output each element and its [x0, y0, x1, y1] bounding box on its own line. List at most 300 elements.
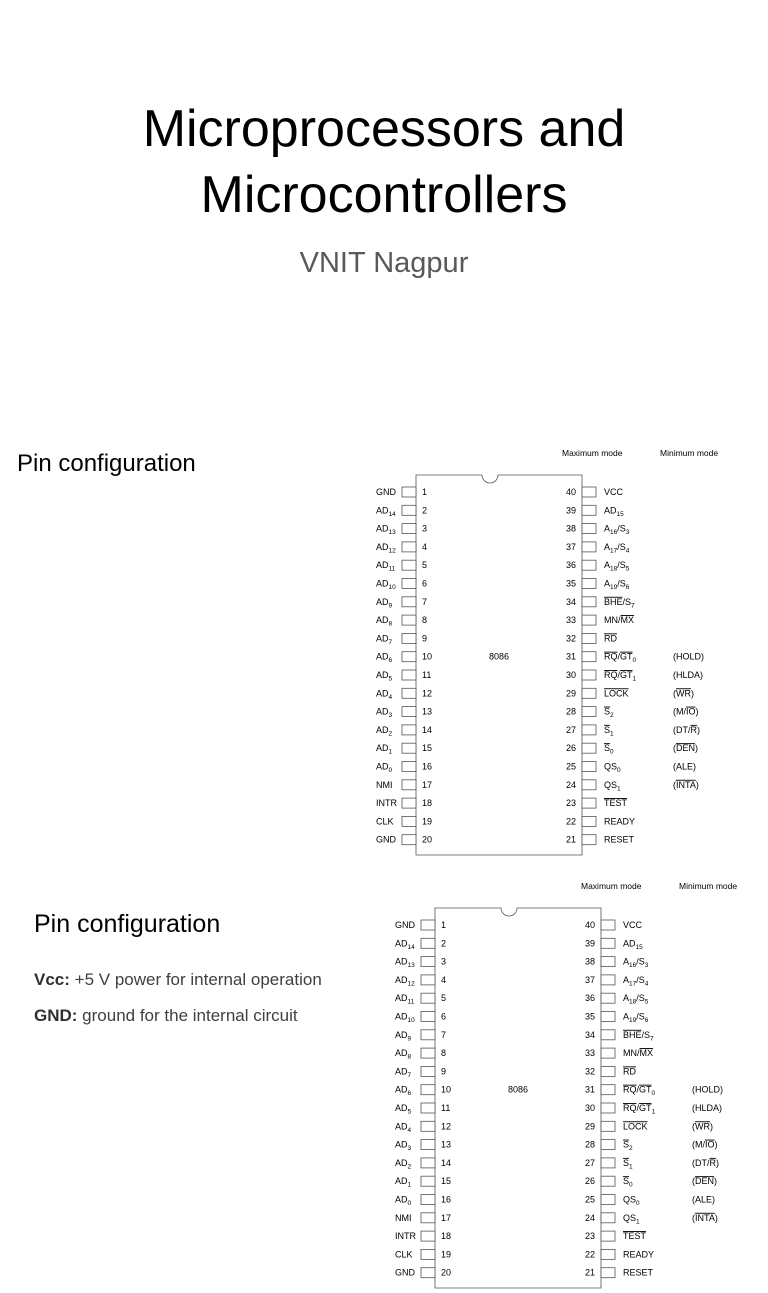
pin-label-base: AD: [395, 1011, 408, 1022]
pin-description: ground for the internal circuit: [77, 1006, 298, 1025]
pin-label-sub: 5: [388, 675, 393, 683]
pin-label-base: AD: [376, 633, 389, 644]
pin-box: [582, 505, 596, 515]
pin-label-sub: 13: [407, 962, 415, 970]
pin-number: 11: [422, 670, 432, 680]
pin-number: 2: [422, 505, 428, 516]
pin-label-part: 1: [632, 675, 637, 683]
min-mode-header: Minimum mode: [660, 448, 719, 458]
pin-label-sub: 0: [388, 767, 393, 774]
pin-number: 33: [584, 1048, 595, 1059]
min-mode-label: [673, 780, 699, 790]
pin-box: [421, 1158, 435, 1168]
pin-label: [395, 975, 415, 988]
pin-label-base: AD: [376, 743, 389, 754]
pin-number: 11: [441, 1103, 451, 1113]
min-mode-label: [673, 762, 696, 772]
pin-label-sub: 5: [407, 1108, 412, 1116]
pin-label-sub: 9: [388, 602, 393, 610]
pin-label-part: A: [604, 541, 611, 552]
min-mode-label: [673, 652, 704, 662]
pin-box: [402, 579, 416, 589]
pin-label-part: MN/: [604, 615, 621, 626]
pin-box: [421, 1103, 435, 1113]
pin-box: [601, 1048, 615, 1058]
pin-label: [376, 688, 393, 701]
pin-label-sub: 9: [407, 1035, 412, 1043]
pin-box: [601, 993, 615, 1003]
pin-label: [604, 560, 630, 573]
pin-label: [395, 1103, 412, 1116]
pin-number: 10: [422, 651, 433, 662]
slide-title: [0, 96, 768, 228]
pin-number: 38: [584, 956, 595, 967]
pin-box: [421, 938, 435, 948]
pin-label: [623, 1140, 633, 1153]
pin-label-part: QS: [623, 1212, 637, 1223]
pin-label-part: 6: [625, 584, 630, 591]
pin-label-part: A: [604, 560, 611, 571]
pin-number: 34: [584, 1029, 595, 1040]
pin-box: [582, 633, 596, 643]
pin-box: [582, 560, 596, 570]
pin-label-sub: 4: [388, 693, 393, 701]
pin-label: [623, 1066, 636, 1076]
pin-number: 24: [565, 779, 576, 790]
pin-label-part: ): [691, 688, 694, 699]
pin-label-base: AD: [376, 615, 389, 626]
pin-box: [601, 1140, 615, 1150]
pin-label: [395, 938, 415, 951]
pin-label-base: INTR: [376, 798, 397, 809]
pin-label-part: 0: [629, 1181, 633, 1189]
pin-label: [395, 1140, 412, 1153]
pin-label-part: IO: [705, 1139, 715, 1150]
pin-label: [376, 652, 393, 665]
pin-box: [402, 835, 416, 845]
pin-box: [402, 780, 416, 790]
pin-label-part: TEST: [623, 1231, 647, 1242]
pin-box: [582, 579, 596, 589]
pin-label-base: GND: [395, 1267, 415, 1278]
pin-number: 14: [441, 1157, 452, 1168]
pin-label-part: 18: [629, 998, 637, 1006]
pin-box: [402, 670, 416, 680]
pin-label: [623, 957, 649, 970]
pin-number: 16: [422, 761, 433, 772]
pin-label-part: RQ: [604, 651, 618, 662]
pin-label: [623, 1249, 654, 1259]
pin-number: 4: [441, 974, 447, 985]
pin-label-sub: 6: [388, 657, 393, 665]
pin-label-part: 4: [625, 547, 630, 555]
pin-label-part: /S: [617, 578, 626, 589]
pin-label: [623, 1012, 649, 1025]
pin-label-sub: 2: [407, 1163, 412, 1171]
slide-subtitle: VNIT Nagpur: [299, 247, 469, 279]
pin-label-part: GT: [620, 670, 633, 680]
pin-box: [421, 1048, 435, 1058]
pin-label: [376, 615, 393, 628]
min-mode-label: [673, 743, 698, 753]
pin-label: [604, 542, 630, 555]
pin-label-base: AD: [395, 1084, 408, 1095]
pin-label-part: GT: [639, 1103, 652, 1113]
pin-box: [421, 1176, 435, 1186]
pin-label-part: ): [695, 779, 699, 790]
pin-label-base: AD: [395, 974, 408, 985]
pin-label-sub: 11: [388, 565, 396, 573]
pin-label: [395, 1121, 412, 1134]
pin-label-part: 17: [610, 547, 618, 555]
pin-label-base: NMI: [376, 779, 393, 790]
pin-label: [604, 707, 614, 720]
pin-label: [376, 579, 396, 592]
pin-number: 15: [422, 743, 433, 754]
pin-label-base: CLK: [376, 816, 394, 827]
pin-label: [623, 938, 643, 951]
pin-label-base: AD: [395, 1121, 408, 1132]
pin-number: 30: [565, 670, 576, 680]
pin-number: 6: [422, 578, 428, 589]
pin-label-base: AD: [395, 1029, 408, 1040]
pin-number: 12: [422, 688, 433, 699]
pin-label-part: 1: [610, 730, 614, 738]
pin-number: 19: [422, 816, 433, 827]
pin-number: 1: [441, 920, 447, 930]
pin-number: 21: [565, 834, 576, 845]
min-mode-label: [692, 1140, 718, 1150]
pin-label-part: GT: [620, 651, 633, 662]
pin-label-part: 1: [629, 1163, 633, 1171]
pin-label-part: (: [673, 688, 676, 699]
pin-box: [402, 798, 416, 808]
pin-box: [582, 670, 596, 680]
pin-label-part: RQ: [604, 670, 618, 680]
max-mode-header: Maximum mode: [562, 448, 623, 458]
pin-number: 32: [565, 633, 576, 644]
pin-label-part: ): [695, 706, 699, 717]
pin-label-part: MN/: [623, 1048, 640, 1059]
pin-label-sub: 12: [388, 547, 396, 555]
pin-box: [421, 920, 435, 930]
pin-label-part: QS: [604, 761, 618, 772]
pin-label-base: AD: [395, 1103, 408, 1113]
pin-label-part: 7: [631, 602, 635, 610]
pin-number: 9: [422, 633, 428, 644]
pin-label-part: ): [714, 1176, 718, 1187]
pin-label: [623, 1158, 633, 1171]
pin-label-part: QS: [604, 779, 618, 790]
pin-description: +5 V power for internal operation: [69, 970, 322, 989]
pin-box: [601, 1268, 615, 1278]
pin-label-base: AD: [376, 651, 389, 662]
pin-number: 40: [565, 487, 576, 497]
pin-label: [395, 1158, 412, 1171]
pin-label-part: DEN: [676, 743, 696, 754]
pin-label: [604, 524, 630, 537]
pin-box: [402, 542, 416, 552]
pin-label-base: AD: [376, 670, 389, 680]
pin-label-part: /S: [622, 596, 632, 607]
pin-label-part: (DT/: [692, 1157, 710, 1168]
pin-number: 3: [441, 956, 447, 967]
pin-number: 17: [441, 1212, 452, 1223]
pin-label-part: A: [623, 1011, 630, 1022]
pin-label-part: /S: [636, 993, 645, 1004]
pin-label-sub: 12: [407, 980, 415, 988]
pin-label-part: (ALE): [692, 1194, 716, 1205]
min-mode-label: [692, 1085, 723, 1095]
title-slide: [0, 0, 768, 410]
pin-label-part: S: [604, 743, 611, 754]
pin-label: [623, 1103, 656, 1116]
pin-label-part: 19: [629, 1017, 637, 1024]
pin-label: [395, 1030, 412, 1043]
pin-box: [582, 597, 596, 607]
min-mode-label: [692, 1121, 713, 1131]
pin-label-part: 0: [636, 1200, 640, 1207]
pin-label: [376, 542, 396, 555]
pin-label-part: /S: [617, 523, 626, 534]
pin-label-part: 5: [644, 998, 649, 1006]
pin-number: 37: [565, 541, 576, 552]
pin-label: [376, 780, 393, 790]
max-mode-header: Maximum mode: [581, 881, 642, 891]
pin-label: [604, 505, 624, 518]
pin-label-part: /S: [617, 560, 626, 571]
pin-box: [402, 487, 416, 497]
pin-label-base: AD: [395, 1157, 408, 1168]
pin-label: [395, 1012, 415, 1025]
pin-box: [402, 762, 416, 772]
pin-box: [402, 615, 416, 625]
pin-box: [402, 524, 416, 534]
pin-label: [395, 957, 415, 970]
pin-label-part: /S: [641, 1029, 651, 1040]
pin-label: [623, 975, 649, 988]
pin-box: [582, 725, 596, 735]
pin-label-part: 1: [651, 1108, 656, 1116]
pin-box: [421, 1085, 435, 1095]
pin-label-part: LOCK: [604, 688, 629, 699]
pin-label: [604, 688, 629, 698]
pin-label-part: (M/: [673, 706, 686, 717]
pin-label: [395, 1195, 412, 1208]
pin-number: 39: [565, 505, 576, 516]
pin-number: 34: [565, 596, 576, 607]
pin-box: [402, 707, 416, 717]
pin-label-sub: 8: [407, 1053, 412, 1061]
pin-diagram: [385, 878, 755, 1293]
pin-label: [376, 505, 396, 518]
pin-box: [601, 1176, 615, 1186]
pin-box: [402, 633, 416, 643]
pin-number: 18: [441, 1231, 452, 1242]
pin-label: [395, 1231, 416, 1241]
pin-label-part: 6: [644, 1017, 649, 1024]
pin-number: 21: [584, 1267, 595, 1278]
pin-label-part: A: [604, 578, 611, 589]
pin-number: 23: [565, 798, 576, 809]
pin-label: [395, 1066, 412, 1079]
pin-label-part: VCC: [623, 920, 643, 930]
pin-label-part: /S: [636, 974, 645, 985]
pin-label-part: 15: [635, 943, 643, 951]
pin-label-part: 0: [651, 1090, 656, 1098]
pin-number: 2: [441, 938, 447, 949]
pin-label: [604, 597, 635, 610]
pin-label-part: MX: [620, 615, 634, 626]
pin-label: [376, 835, 397, 845]
pin-number: 25: [565, 761, 576, 772]
pin-label-part: BHE: [623, 1029, 642, 1040]
pin-label-part: (HLDA): [673, 670, 704, 680]
pin-number: 22: [565, 816, 576, 827]
pin-label-part: WR: [695, 1121, 710, 1132]
slide-heading: Pin configuration: [34, 910, 221, 938]
pin-label: [623, 1176, 633, 1189]
pin-label-sub: 10: [407, 1017, 415, 1024]
pin-label: [623, 1268, 654, 1278]
list-item: [34, 970, 374, 990]
pin-label-sub: 4: [407, 1126, 412, 1134]
pin-box: [421, 957, 435, 967]
min-mode-label: [692, 1103, 722, 1113]
pin-number: 16: [441, 1194, 452, 1205]
pin-label-part: READY: [623, 1249, 655, 1260]
pin-label: [395, 993, 415, 1006]
pin-diagram: [366, 445, 736, 860]
pin-box: [582, 688, 596, 698]
pin-label-part: R: [690, 724, 697, 735]
pin-label-base: AD: [395, 1176, 408, 1187]
pin-label-part: 0: [632, 657, 637, 665]
pin-label: [623, 1085, 656, 1098]
pin-box: [582, 835, 596, 845]
min-mode-label: [692, 1195, 715, 1205]
pin-label-part: VCC: [604, 487, 624, 497]
pin-label-part: RESET: [604, 834, 635, 845]
pin-label-sub: 14: [407, 943, 415, 951]
pin-term: Vcc:: [34, 970, 70, 989]
pin-label-part: (: [692, 1176, 695, 1187]
pin-label-part: S: [623, 1139, 630, 1150]
pin-box: [421, 1268, 435, 1278]
pin-number: 8: [422, 615, 428, 626]
pin-label-part: 3: [644, 962, 649, 970]
pin-number: 25: [584, 1194, 595, 1205]
pin-number: 29: [565, 688, 576, 699]
pin-box: [421, 1012, 435, 1022]
pin-label-part: 4: [644, 980, 649, 988]
pin-label-part: ): [710, 1121, 713, 1132]
pin-label: [376, 670, 393, 683]
pin-number: 24: [584, 1212, 595, 1223]
pin-label-base: AD: [395, 1194, 408, 1205]
pin-box: [601, 975, 615, 985]
min-mode-header: Minimum mode: [679, 881, 738, 891]
pin-label: [395, 920, 416, 930]
pin-label-sub: 6: [407, 1090, 412, 1098]
pin-label-base: NMI: [395, 1212, 412, 1223]
pin-label: [623, 1121, 648, 1131]
pin-number: 31: [565, 651, 576, 662]
pin-label-sub: 0: [407, 1200, 412, 1207]
pin-label: [395, 1176, 412, 1189]
pin-label-part: AD: [623, 938, 636, 949]
pin-box: [601, 1121, 615, 1131]
pin-label: [623, 993, 649, 1006]
pin-label-sub: 1: [407, 1181, 412, 1189]
pin-label: [623, 1231, 647, 1241]
pin-number: 5: [441, 993, 447, 1004]
chip-name: 8086: [488, 651, 510, 662]
pin-label-part: ): [714, 1212, 718, 1223]
pin-label-base: AD: [395, 1066, 408, 1077]
pin-label-part: RQ: [623, 1084, 637, 1095]
pin-label-part: (M/: [692, 1139, 705, 1150]
pin-label: [623, 1213, 640, 1226]
pin-label-part: TEST: [604, 798, 628, 809]
pin-label-part: 0: [617, 767, 621, 774]
pin-number: 19: [441, 1249, 452, 1260]
pin-label-part: 1: [636, 1218, 640, 1226]
pin-label-part: (: [673, 743, 676, 754]
pin-label: [395, 1268, 416, 1278]
pin-label-part: /: [636, 1084, 640, 1095]
pin-label-base: AD: [376, 505, 389, 516]
pin-box: [421, 1231, 435, 1241]
pin-box: [582, 762, 596, 772]
pin-box: [582, 707, 596, 717]
pin-label-sub: 8: [388, 620, 393, 628]
pin-label-part: S: [623, 1157, 630, 1168]
min-mode-label: [673, 688, 694, 698]
pin-label: [376, 798, 397, 808]
pin-number: 35: [584, 1011, 595, 1022]
pin-label-sub: 7: [388, 638, 393, 646]
pin-label-part: RD: [604, 633, 617, 644]
pin-label-base: AD: [395, 993, 408, 1004]
pin-label-part: (ALE): [673, 761, 697, 772]
pin-label-sub: 7: [407, 1071, 412, 1079]
chip-body: [435, 908, 601, 1288]
title-line-1: Microprocessors and: [142, 100, 626, 158]
pin-number: 32: [584, 1066, 595, 1077]
pin-label-part: RQ: [623, 1103, 637, 1113]
pin-label-base: CLK: [395, 1249, 413, 1260]
min-mode-label: [673, 725, 700, 735]
pin-label: [604, 579, 630, 592]
pin-label-part: ): [714, 1139, 718, 1150]
pin-label: [376, 560, 396, 573]
pin-label: [623, 920, 643, 930]
pin-number: 31: [584, 1084, 595, 1095]
pin-label-part: 3: [625, 529, 630, 537]
pin-label: [376, 762, 393, 775]
pin-label-base: AD: [395, 1048, 408, 1059]
pin-box: [582, 816, 596, 826]
pin-label: [376, 524, 396, 537]
pin-number: 39: [584, 938, 595, 949]
pin-label-part: DEN: [695, 1176, 715, 1187]
pin-box: [421, 1121, 435, 1131]
pin-box: [601, 1195, 615, 1205]
pin-label-sub: 1: [388, 748, 393, 756]
pin-number: 13: [422, 706, 433, 717]
pin-number: 23: [584, 1231, 595, 1242]
